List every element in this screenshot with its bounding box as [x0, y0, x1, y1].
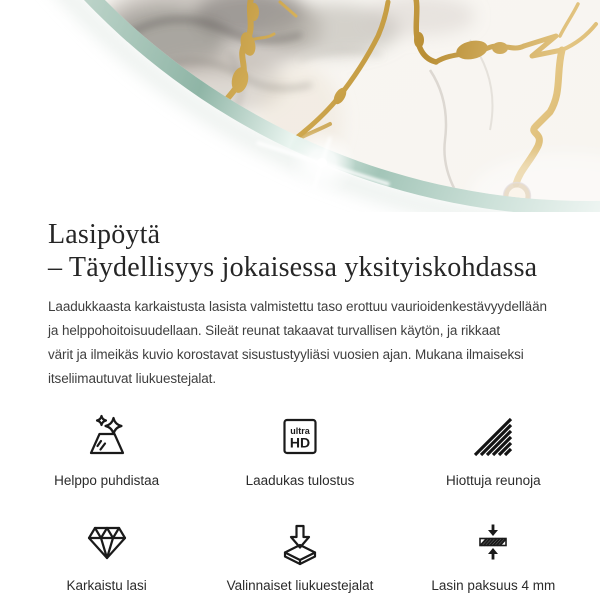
feature-label: Lasin paksuus 4 mm — [431, 578, 556, 593]
pad-apply-icon — [276, 518, 324, 566]
feature-slide-pads — [203, 518, 396, 593]
feature-label: Karkaistu lasi — [66, 578, 147, 593]
feature-label: Valinnaiset liukuestejalat — [226, 578, 374, 593]
thickness-icon — [469, 518, 517, 566]
product-title — [48, 218, 552, 284]
feature-polished-edges — [397, 413, 590, 488]
product-description — [48, 295, 552, 391]
feature-print-quality — [203, 413, 396, 488]
diamond-icon — [83, 518, 131, 566]
glass-table-photo — [0, 0, 600, 212]
feature-label: Helppo puhdistaa — [54, 473, 160, 488]
feature-tempered-glass — [10, 518, 203, 593]
description-line: Laadukkaasta karkaistusta lasista valmistettu taso erottuu vaurioidenkestävyydellään — [48, 299, 547, 314]
polished-edge-icon — [469, 413, 517, 461]
product-image — [0, 0, 600, 212]
feature-label: Laadukas tulostus — [245, 473, 355, 488]
product-title-line1: Lasipöytä — [48, 219, 161, 250]
product-title-line2: – Täydellisyys jokaisessa yksityiskohdassa — [48, 252, 538, 283]
feature-easy-clean — [10, 413, 203, 488]
svg-text:HD: HD — [289, 434, 311, 451]
features-grid — [0, 413, 600, 593]
feature-glass-thickness — [397, 518, 590, 593]
sparkle-surface-icon — [83, 413, 131, 461]
description-line: ja helppohoitoisuudellaan. Sileät reunat takaavat turvallisen käytön, ja rikkaat — [48, 323, 501, 338]
svg-text:ultra: ultra — [290, 426, 310, 436]
ultra-hd-icon — [276, 413, 324, 461]
description-line: värit ja ilmeikäs kuvio korostavat sisustustyyliäsi vuosien ajan. Mukana ilmaiseksi — [48, 347, 524, 362]
feature-label: Hiottuja reunoja — [446, 473, 541, 488]
description-line: itseliimautuvat liukuestejalat. — [48, 371, 216, 386]
